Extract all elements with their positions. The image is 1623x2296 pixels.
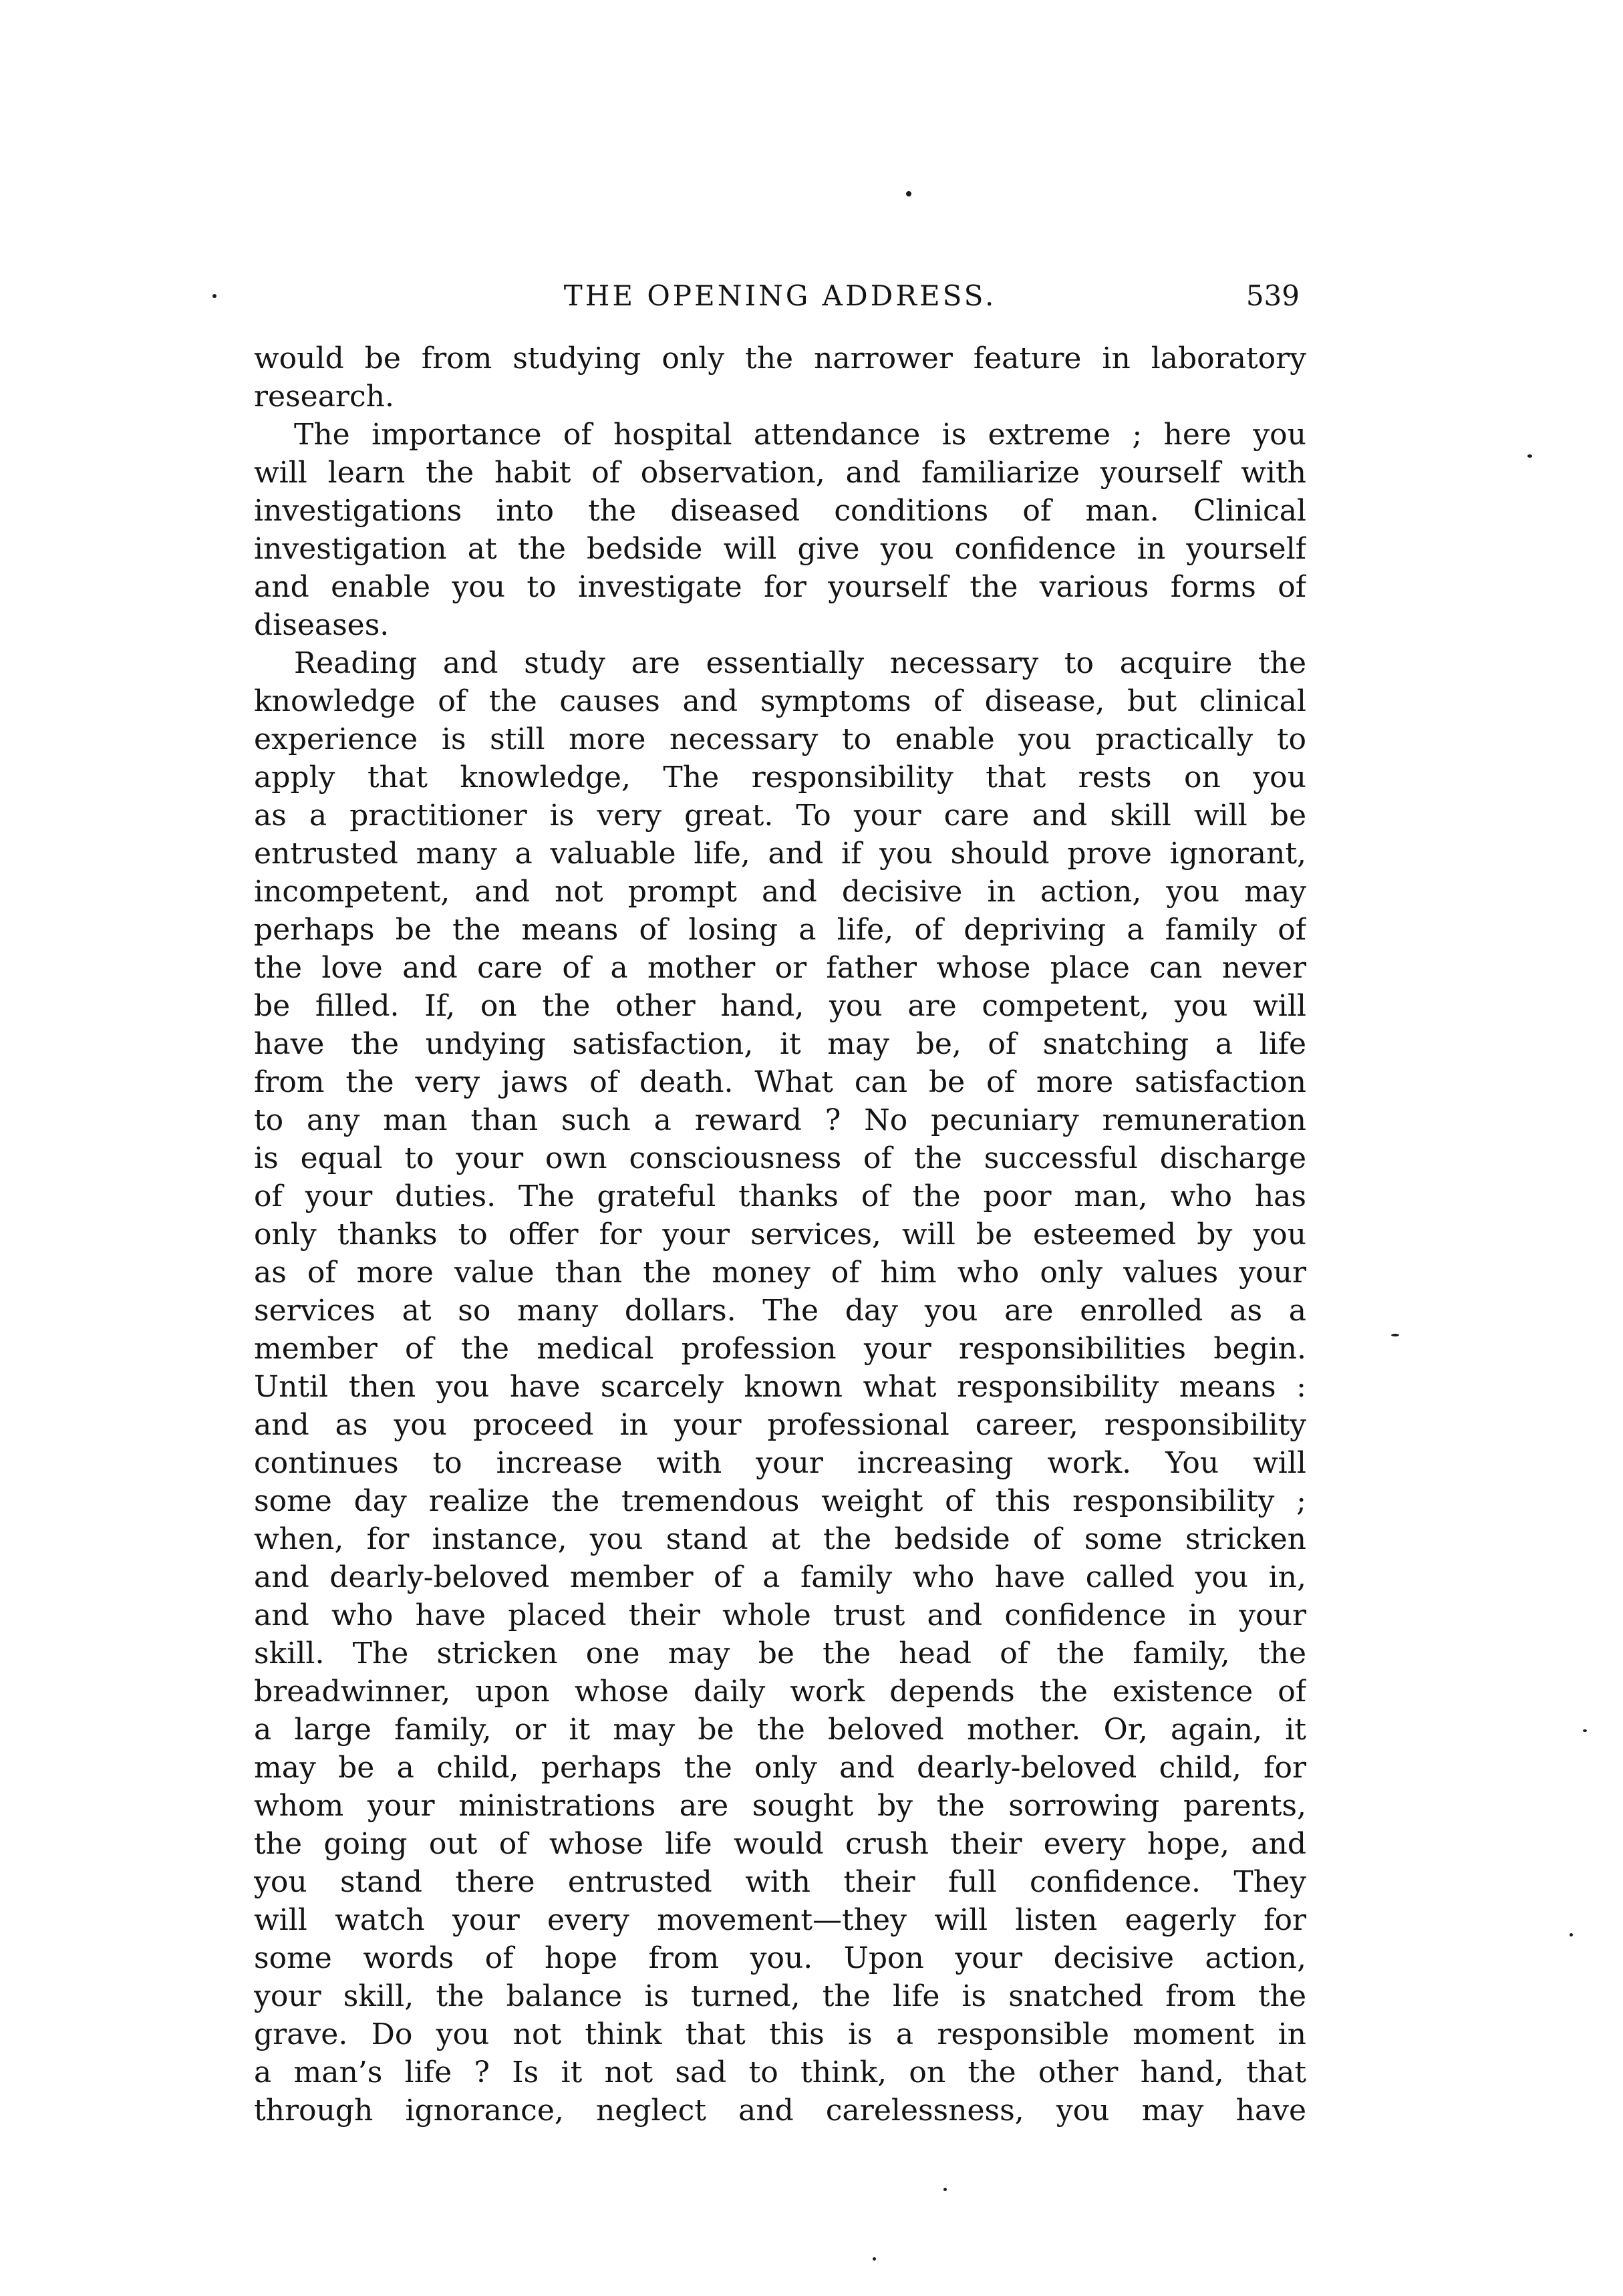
- text-line: continues to increase with your increasing work. You will: [254, 1446, 1306, 1480]
- text-line: be filled. If, on the other hand, you are competent, you will: [254, 989, 1306, 1023]
- text-line: some day realize the tremendous weight of this responsibility ;: [254, 1484, 1306, 1518]
- text-line: may be a child, perhaps the only and dearly-beloved child, for: [254, 1751, 1306, 1785]
- body-text: [254, 339, 1306, 2130]
- running-header: [261, 273, 1300, 319]
- print-speck: [1527, 454, 1532, 458]
- text-line: some words of hope from you. Upon your decisive action,: [254, 1941, 1306, 1975]
- text-line: as a practitioner is very great. To your care and skill will be: [254, 799, 1306, 833]
- print-speck: [1570, 1933, 1573, 1936]
- text-line: member of the medical profession your responsibilities begin.: [254, 1332, 1306, 1366]
- text-line: incompetent, and not prompt and decisive in action, you may: [254, 875, 1306, 909]
- print-speck: [873, 2257, 876, 2261]
- text-line: from the very jaws of death. What can be of more satisfaction: [254, 1065, 1306, 1099]
- text-line: services at so many dollars. The day you are enrolled as a: [254, 1294, 1306, 1328]
- print-speck: [1391, 1334, 1399, 1336]
- text-line: experience is still more necessary to enable you practically to: [254, 722, 1306, 756]
- text-line: Until then you have scarcely known what responsibility means :: [254, 1370, 1306, 1404]
- text-line: The importance of hospital attendance is extreme ; here you: [294, 418, 1306, 452]
- text-line: investigations into the diseased conditions of man. Clinical: [254, 494, 1306, 528]
- text-line: through ignorance, neglect and carelessness, you may have: [254, 2094, 1306, 2128]
- text-line: and dearly-beloved member of a family who have called you in,: [254, 1560, 1306, 1594]
- text-line: the love and care of a mother or father whose place can never: [254, 951, 1306, 985]
- text-line: the going out of whose life would crush their every hope, and: [254, 1827, 1306, 1861]
- text-line: knowledge of the causes and symptoms of disease, but clinical: [254, 684, 1306, 718]
- print-speck: [212, 294, 216, 298]
- text-line: have the undying satisfaction, it may be, of snatching a life: [254, 1027, 1306, 1061]
- text-line: whom your ministrations are sought by the sorrowing parents,: [254, 1789, 1306, 1823]
- text-line: will watch your every movement—they will listen eagerly for: [254, 1903, 1306, 1937]
- text-line: only thanks to offer for your services, will be esteemed by you: [254, 1217, 1306, 1252]
- text-line: apply that knowledge, The responsibility that rests on you: [254, 760, 1306, 795]
- text-line: breadwinner, upon whose daily work depends the existence of: [254, 1675, 1306, 1709]
- print-speck: [1583, 1729, 1587, 1732]
- page-number: 539: [1245, 279, 1300, 312]
- text-line: when, for instance, you stand at the bedside of some stricken: [254, 1522, 1306, 1556]
- text-line: as of more value than the money of him who only values your: [254, 1256, 1306, 1290]
- text-line: you stand there entrusted with their full confidence. They: [254, 1865, 1306, 1899]
- text-line: will learn the habit of observation, and familiarize yourself with: [254, 456, 1306, 490]
- text-line: and as you proceed in your professional career, responsibility: [254, 1408, 1306, 1442]
- print-speck: [943, 2188, 947, 2191]
- text-line: your skill, the balance is turned, the life is snatched from the: [254, 1979, 1306, 2013]
- text-line: grave. Do you not think that this is a responsible moment in: [254, 2017, 1306, 2051]
- print-speck: [906, 191, 911, 196]
- text-line: and enable you to investigate for yourself the various forms of: [254, 570, 1306, 604]
- text-line: skill. The stricken one may be the head of the family, the: [254, 1636, 1306, 1671]
- running-title: THE OPENING ADDRESS.: [563, 279, 997, 312]
- text-line: Reading and study are essentially necessary to acquire the: [294, 646, 1306, 680]
- text-line: perhaps be the means of losing a life, of depriving a family of: [254, 913, 1306, 947]
- text-line: of your duties. The grateful thanks of the poor man, who has: [254, 1179, 1306, 1213]
- text-line: would be from studying only the narrower feature in laboratory: [254, 341, 1306, 376]
- text-line: entrusted many a valuable life, and if you should prove ignorant,: [254, 837, 1306, 871]
- text-line: a large family, or it may be the beloved mother. Or, again, it: [254, 1713, 1306, 1747]
- text-line: is equal to your own consciousness of the successful discharge: [254, 1141, 1306, 1175]
- text-line: and who have placed their whole trust and confidence in your: [254, 1598, 1306, 1632]
- text-line: investigation at the bedside will give you confidence in yourself: [254, 532, 1306, 566]
- text-line: diseases.: [254, 608, 390, 642]
- text-line: a man’s life ? Is it not sad to think, on the other hand, that: [254, 2055, 1306, 2090]
- text-line: research.: [254, 380, 394, 414]
- text-line: to any man than such a reward ? No pecuniary remuneration: [254, 1103, 1306, 1137]
